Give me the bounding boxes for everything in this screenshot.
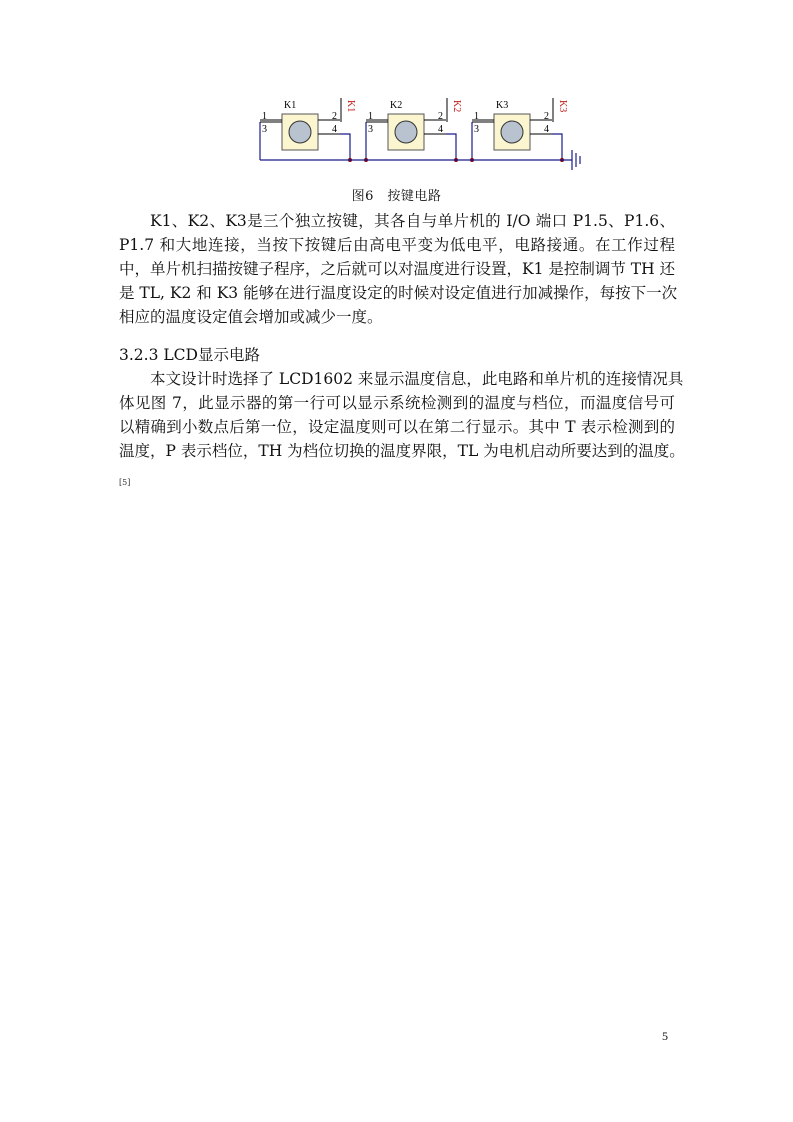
- pin-number: 4: [332, 124, 337, 135]
- circuit-schematic: [252, 92, 582, 178]
- pin-number: 4: [438, 124, 443, 135]
- paragraph-line: 相应的温度设定值会增加或减少一度。: [119, 308, 383, 326]
- paragraph-line: 体见图 7，此显示器的第一行可以显示系统检测到的温度与档位，而温度信号可: [119, 394, 675, 412]
- paragraph-line: 中，单片机扫描按键子程序，之后就可以对温度进行设置，K1 是控制调节 TH 还: [119, 260, 676, 278]
- push-button-icon: [289, 121, 311, 143]
- pin-number: 2: [332, 111, 337, 122]
- paragraph-buttons: [119, 209, 678, 329]
- paragraph-line: K1、K2、K3是三个独立按键，其各自与单片机的 I/O 端口 P1.5、P1.6、: [150, 212, 675, 230]
- button-ref-label: K3: [496, 100, 509, 111]
- button-ref-label: K2: [390, 100, 403, 111]
- paragraph-line: P1.7 和大地连接，当按下按键后由高电平变为低电平，电路接通。在工作过程: [119, 236, 675, 254]
- net-label: K1: [345, 100, 356, 113]
- pin-number: 1: [262, 111, 267, 122]
- pin-number: 3: [368, 124, 373, 135]
- pin-number: 1: [474, 111, 479, 122]
- pin-number: 1: [368, 111, 373, 122]
- net-label: K3: [557, 100, 568, 113]
- ground-wire: [446, 134, 456, 160]
- pin-number: 2: [544, 111, 549, 122]
- pin-number: 3: [262, 124, 267, 135]
- page-number: 5: [662, 1029, 668, 1043]
- button-circuit-figure: [252, 92, 582, 178]
- paragraph-line: 温度，P 表示档位，TH 为档位切换的温度界限，TL 为电机启动所要达到的温度。: [119, 442, 685, 460]
- paragraph-line: 本文设计时选择了 LCD1602 来显示温度信息，此电路和单片机的连接情况具: [150, 370, 684, 388]
- paragraph-line: 以精确到小数点后第一位，设定温度则可以在第二行显示。其中 T 表示检测到的: [119, 418, 675, 436]
- section-heading: 3.2.3 LCD显示电路: [119, 346, 260, 364]
- pin-number: 2: [438, 111, 443, 122]
- pin-number: 3: [474, 124, 479, 135]
- paragraph-lcd: [119, 367, 685, 463]
- push-button-icon: [501, 121, 523, 143]
- net-label: K2: [451, 100, 462, 113]
- pin-number: 4: [544, 124, 549, 135]
- figure-caption: 图6 按键电路: [351, 189, 442, 204]
- ground-wire: [340, 134, 350, 160]
- ground-wire: [552, 134, 562, 160]
- citation-mark: [5]: [119, 478, 131, 487]
- button-ref-label: K1: [284, 100, 297, 111]
- push-button-icon: [395, 121, 417, 143]
- paragraph-line: 是 TL, K2 和 K3 能够在进行温度设定的时候对设定值进行加减操作，每按下一次: [119, 284, 678, 302]
